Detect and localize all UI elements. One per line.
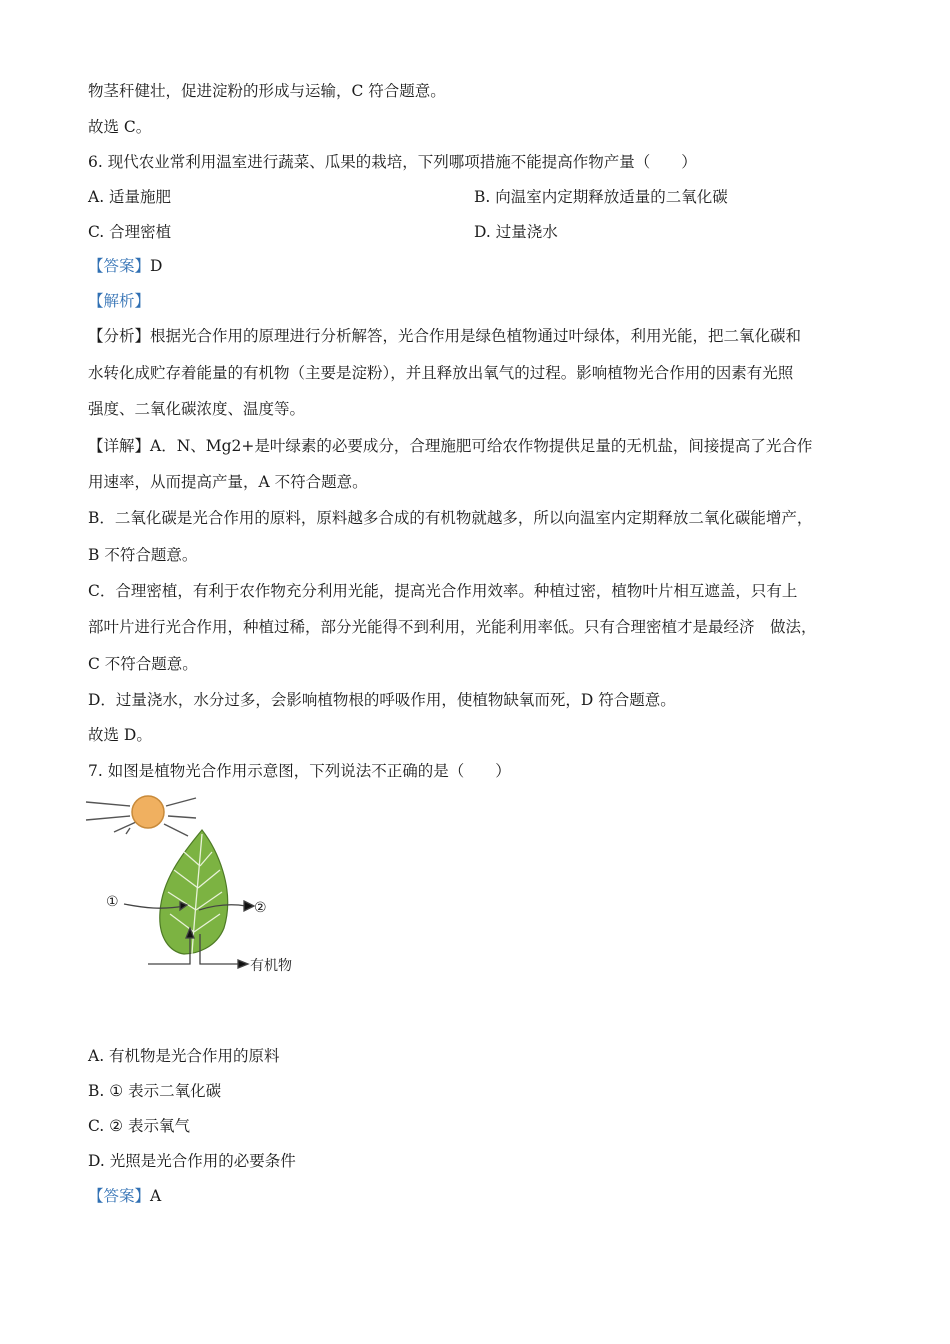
analysis-tag: 【解析】 — [88, 292, 151, 310]
label-organic-matter: 有机物 — [250, 958, 292, 974]
q7-option-d: D. 光照是光合作用的必要条件 — [88, 1152, 296, 1170]
detail-text: B 不符合题意。 — [88, 546, 198, 564]
label-1: ① — [106, 894, 119, 910]
sun-icon — [86, 796, 196, 836]
detail-text: 部叶片进行光合作用，种植过稀，部分光能得不到利用，光能利用率低。只有合理密植才是最经济 做法， — [88, 618, 817, 636]
detail-text: C．合理密植，有利于农作物充分利用光能，提高光合作用效率。种植过密，植物叶片相互遮盖，只有上 — [88, 582, 798, 600]
q6-option-a: A. 适量施肥 — [88, 188, 172, 206]
q7-option-b: B. ① 表示二氧化碳 — [88, 1082, 222, 1100]
text-line: 物茎秆健壮，促进淀粉的形成与运输，C 符合题意。 — [88, 82, 446, 100]
analysis-text: 【分析】根据光合作用的原理进行分析解答，光合作用是绿色植物通过叶绿体，利用光能，把二氧化碳和 — [88, 327, 802, 345]
leaf-icon — [160, 830, 228, 954]
photosynthesis-diagram — [84, 792, 314, 992]
detail-text: 故选 D。 — [88, 726, 152, 744]
q7-option-a: A. 有机物是光合作用的原料 — [88, 1047, 280, 1065]
q6-option-b: B. 向温室内定期释放适量的二氧化碳 — [474, 188, 728, 206]
analysis-text: 强度、二氧化碳浓度、温度等。 — [88, 400, 306, 418]
text-line: 故选 C。 — [88, 118, 152, 136]
answer-tag: 【答案】 — [88, 257, 151, 275]
detail-text: D．过量浇水，水分过多，会影响植物根的呼吸作用，使植物缺氧而死，D 符合题意。 — [88, 691, 676, 709]
q7-option-c: C. ② 表示氧气 — [88, 1117, 190, 1135]
analysis-text: 水转化成贮存着能量的有机物（主要是淀粉），并且释放出氧气的过程。影响植物光合作用的因素有光照 — [88, 364, 794, 382]
q7-answer-line — [88, 1185, 161, 1207]
detail-text: B．二氧化碳是光合作用的原料，原料越多合成的有机物就越多，所以向温室内定期释放二氧化碳能增产， — [88, 509, 813, 527]
detail-text: 【详解】A．N、Mg2+是叶绿素的必要成分，合理施肥可给农作物提供足量的无机盐，间接提高了光合作 — [88, 437, 813, 455]
q7-answer: A — [150, 1187, 162, 1205]
q6-option-d: D. 过量浇水 — [474, 223, 558, 241]
label-2: ② — [254, 900, 267, 916]
question-6: 6. 现代农业常利用温室进行蔬菜、瓜果的栽培，下列哪项措施不能提高作物产量（ ） — [88, 153, 697, 171]
detail-text: C 不符合题意。 — [88, 655, 198, 673]
q6-option-c: C. 合理密植 — [88, 223, 172, 241]
answer-tag: 【答案】 — [88, 1187, 151, 1205]
question-7: 7. 如图是植物光合作用示意图，下列说法不正确的是（ ） — [88, 762, 511, 780]
detail-text: 用速率，从而提高产量，A 不符合题意。 — [88, 473, 368, 491]
q6-answer: D — [150, 257, 163, 275]
q6-answer-line — [88, 255, 162, 277]
